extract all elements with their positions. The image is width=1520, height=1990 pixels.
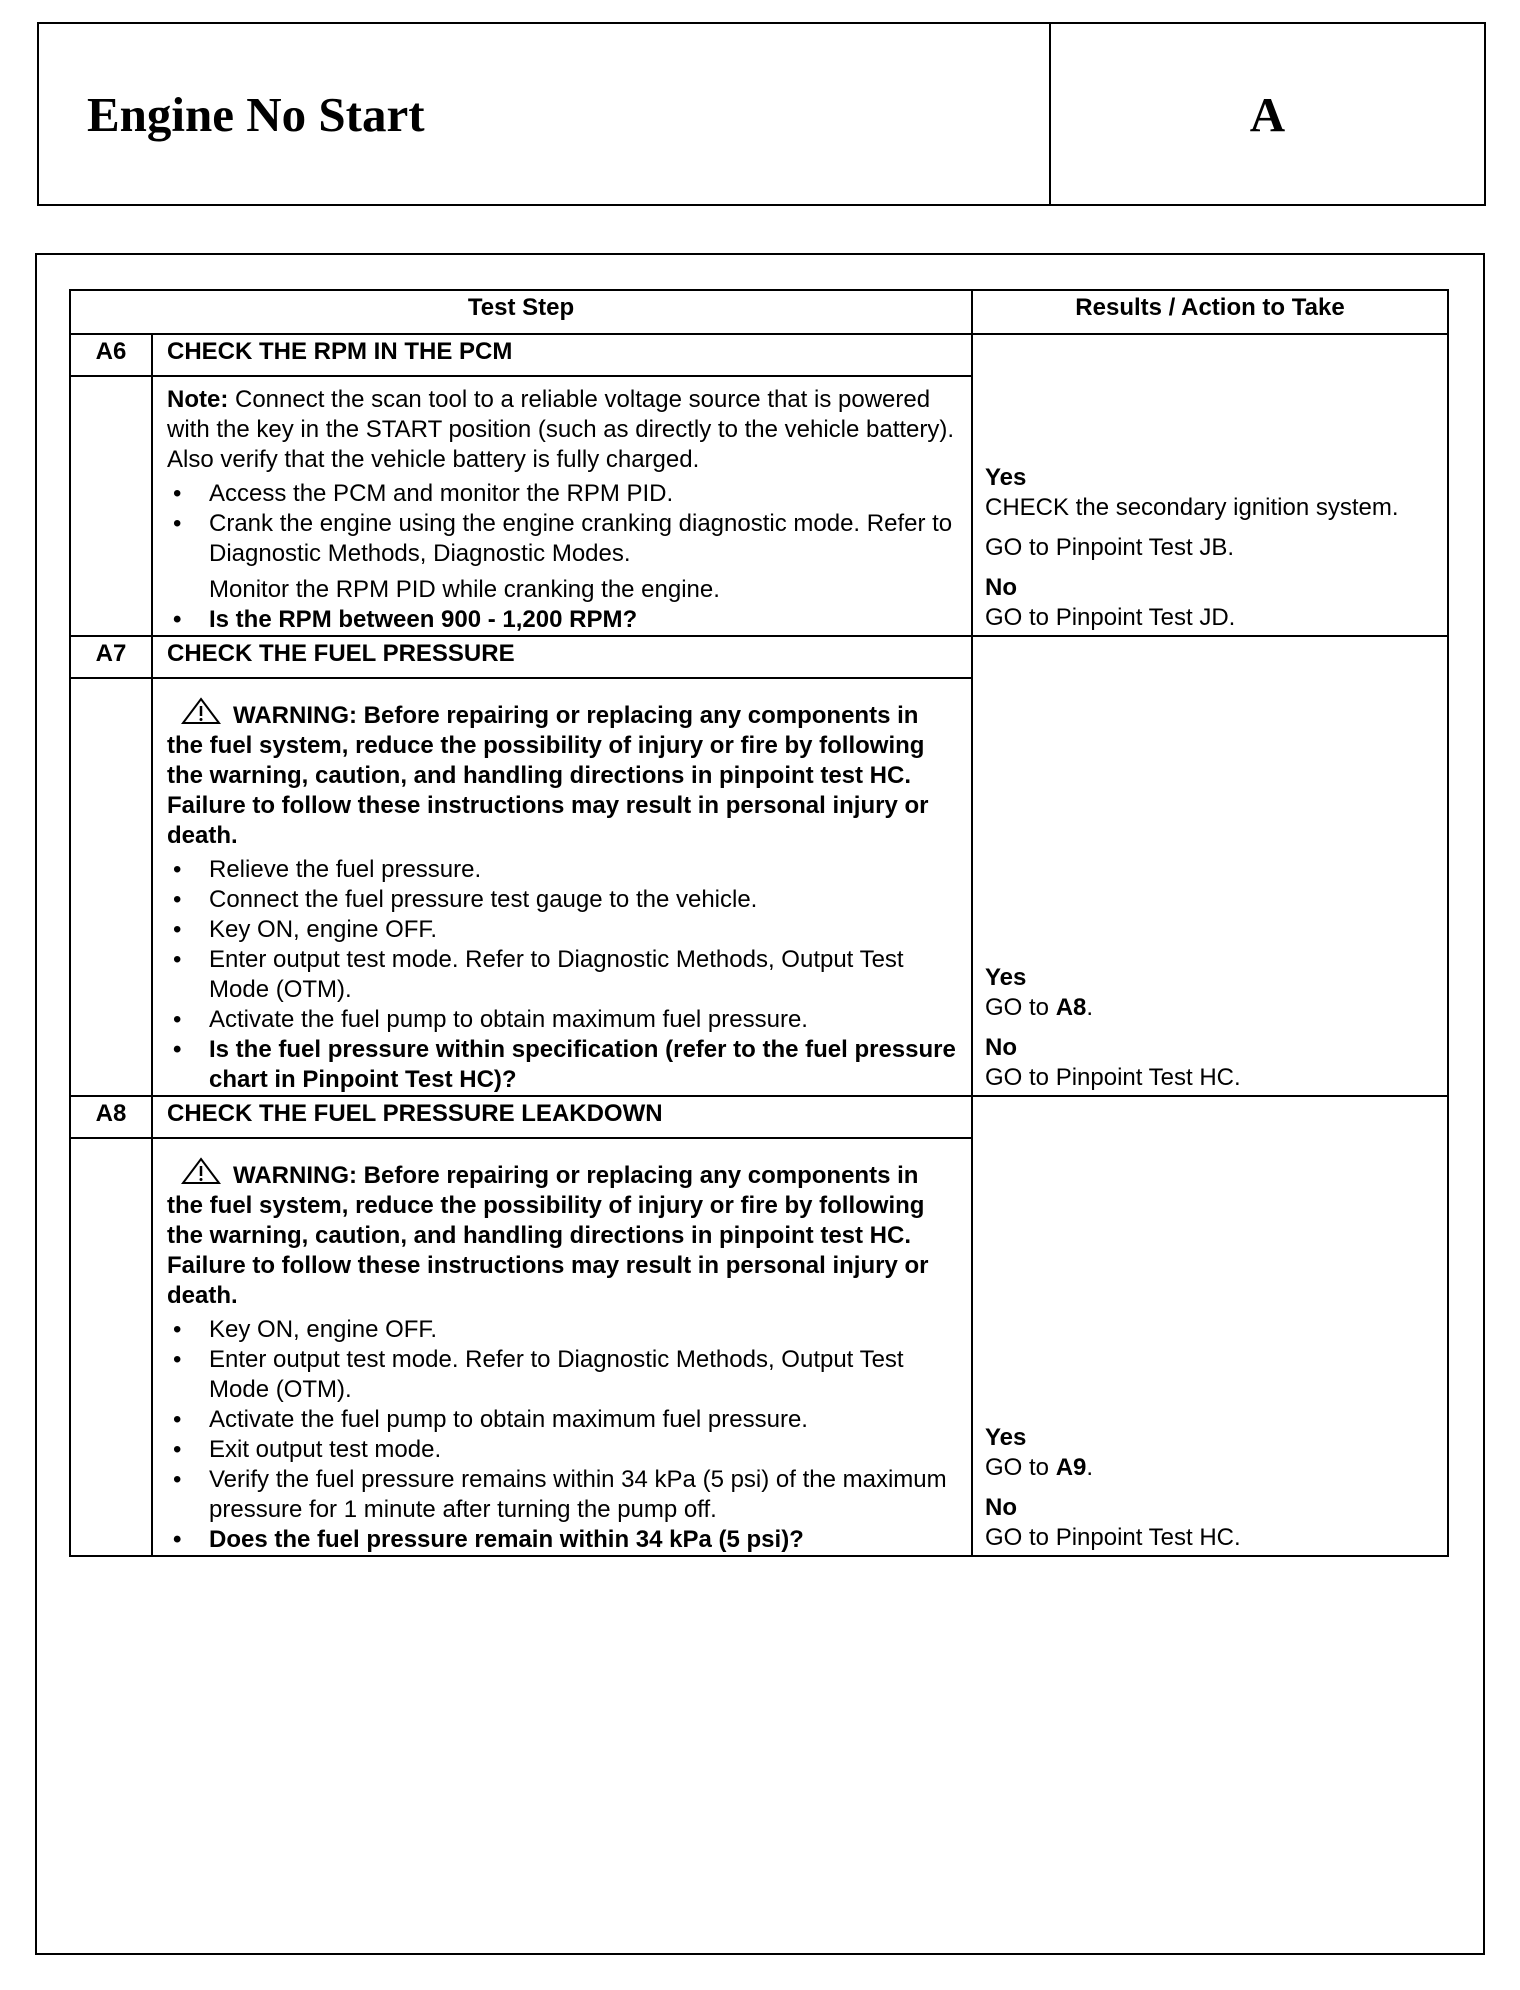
step-reference: A9 (1055, 1454, 1087, 1481)
yes-action: CHECK the secondary ignition system. (985, 494, 1399, 521)
yes-label: Yes (985, 1424, 1027, 1451)
step-reference: A8 (1055, 994, 1087, 1021)
step-a8-title-row (70, 1096, 1448, 1138)
step-a7-body (152, 678, 972, 1096)
instruction-list (167, 479, 957, 569)
step-title: CHECK THE FUEL PRESSURE LEAKDOWN (152, 1096, 972, 1138)
list-item: • Connect the fuel pressure test gauge to the vehicle. (167, 885, 957, 915)
step-question: • Does the fuel pressure remain within 34 kPa (5 psi)? (167, 1525, 957, 1555)
no-action: GO to Pinpoint Test JD. (985, 604, 1236, 631)
table-header-row (70, 290, 1448, 334)
step-question: • Is the RPM between 900 - 1,200 RPM? (167, 605, 957, 635)
test-step-table (69, 289, 1449, 1557)
warning-triangle-icon (181, 697, 221, 725)
warning-triangle-icon (181, 1157, 221, 1185)
yes-action: GO to Pinpoint Test JB. (985, 534, 1235, 561)
step-id: A6 (70, 334, 152, 376)
step-a7-title-row (70, 636, 1448, 678)
page-header (37, 22, 1486, 206)
instruction-list (167, 855, 957, 1095)
list-item: • Verify the fuel pressure remains within 34 kPa (5 psi) of the maximum pressure for 1 minute after turning the pump off. (167, 1465, 957, 1525)
step-a6-body (152, 376, 972, 636)
yes-label: Yes (985, 964, 1027, 991)
content-frame (35, 253, 1485, 1955)
section-code: A (1249, 86, 1286, 142)
warning-block (167, 697, 957, 851)
list-item: • Enter output test mode. Refer to Diagnostic Methods, Output Test Mode (OTM). (167, 1345, 957, 1405)
list-item: • Key ON, engine OFF. (167, 1315, 957, 1345)
note-text: Connect the scan tool to a reliable voltage source that is powered with the key in the START position (such as directly to the vehicle battery). Also verify that the vehicle battery is fully charged. (167, 386, 955, 473)
yes-action-text: GO to (985, 1454, 1056, 1481)
step-a8-results (972, 1096, 1448, 1556)
instruction-list (167, 1315, 957, 1555)
yes-label: Yes (985, 464, 1027, 491)
list-item: • Crank the engine using the engine cranking diagnostic mode. Refer to Diagnostic Methods, Diagnostic Modes. (167, 509, 957, 569)
yes-action: GO to A8. (985, 994, 1094, 1021)
list-item: • Key ON, engine OFF. (167, 915, 957, 945)
sub-instruction: Monitor the RPM PID while cranking the engine. (209, 576, 720, 603)
list-item: • Enter output test mode. Refer to Diagnostic Methods, Output Test Mode (OTM). (167, 945, 957, 1005)
warning-block (167, 1157, 957, 1311)
no-label: No (985, 1494, 1017, 1521)
yes-action-text: GO to (985, 994, 1056, 1021)
yes-action: GO to A9. (985, 1454, 1094, 1481)
note (167, 385, 957, 475)
column-header-test-step: Test Step (70, 290, 972, 334)
no-action: GO to Pinpoint Test HC. (985, 1524, 1241, 1551)
note-label: Note: (167, 386, 229, 413)
list-item: • Exit output test mode. (167, 1435, 957, 1465)
step-a6-results (972, 334, 1448, 636)
no-action: GO to Pinpoint Test HC. (985, 1064, 1241, 1091)
list-item: • Activate the fuel pump to obtain maximum fuel pressure. (167, 1005, 957, 1035)
step-a6-title-row (70, 334, 1448, 376)
step-id: A8 (70, 1096, 152, 1138)
step-a7-results (972, 636, 1448, 1096)
list-item: • Access the PCM and monitor the RPM PID. (167, 479, 957, 509)
list-item: • Activate the fuel pump to obtain maximum fuel pressure. (167, 1405, 957, 1435)
page-title: Engine No Start (39, 24, 1051, 204)
step-id: A7 (70, 636, 152, 678)
no-label: No (985, 1034, 1017, 1061)
step-a8-body (152, 1138, 972, 1556)
step-title: CHECK THE RPM IN THE PCM (152, 334, 972, 376)
column-header-results: Results / Action to Take (972, 290, 1448, 334)
step-question: • Is the fuel pressure within specification (refer to the fuel pressure chart in Pinpoint Test HC)? (167, 1035, 957, 1095)
question-list (167, 605, 957, 635)
no-label: No (985, 574, 1017, 601)
list-item: • Relieve the fuel pressure. (167, 855, 957, 885)
step-title: CHECK THE FUEL PRESSURE (152, 636, 972, 678)
warning-text: WARNING: Before repairing or replacing any components in the fuel system, reduce the possibility of injury or fire by following the warning, caution, and handling directions in pinpoint test HC. Failure to follow these instructions may result in personal injury or death. (167, 1162, 929, 1309)
warning-text: WARNING: Before repairing or replacing any components in the fuel system, reduce the possibility of injury or fire by following the warning, caution, and handling directions in pinpoint test HC. Failure to follow these instructions may result in personal injury or death. (167, 702, 929, 849)
